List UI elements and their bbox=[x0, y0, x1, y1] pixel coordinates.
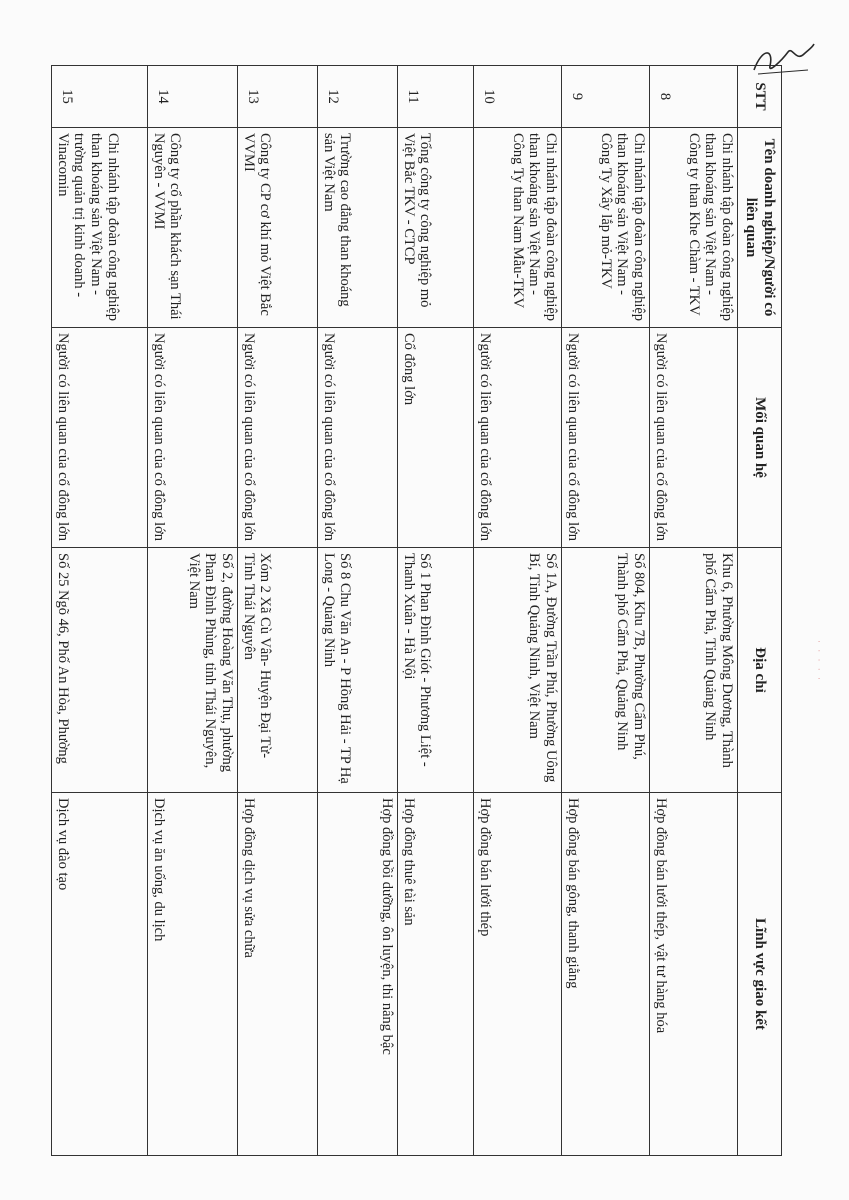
header-field: Lĩnh vực giao kết bbox=[738, 793, 782, 1156]
row-address: Số 8 Chu Văn An - P Hồng Hải - TP Hạ Long - Quảng Ninh bbox=[318, 548, 398, 793]
row-relation: Người có liên quan của cổ đông lớn bbox=[562, 328, 650, 548]
row-relation: Cổ đông lớn bbox=[398, 328, 474, 548]
row-stt: 8 bbox=[650, 66, 738, 128]
row-name: Chi nhánh tập đoàn công nghiệp than khoáng sản Việt Nam - Công Ty than Nam Mẫu-TKV bbox=[474, 128, 562, 328]
header-name: Tên doanh nghiệp/Người có liên quan bbox=[738, 128, 782, 328]
row-name: Công ty cổ phần khách sạn Thái Nguyên - VVMI bbox=[148, 128, 238, 328]
row-name: Chi nhánh tập đoàn công nghiệp than khoáng sản Việt Nam - trường quản trị kinh doanh - Vinacomin bbox=[52, 128, 148, 328]
table-header-row bbox=[738, 66, 782, 1156]
row-field: Hợp đồng bồi dưỡng, ôn luyện, thi nâng bậc bbox=[318, 793, 398, 1156]
row-address: Số 1 Phan Đình Giót - Phương Liệt - Thanh Xuân - Hà Nội bbox=[398, 548, 474, 793]
header-relation: Mối quan hệ bbox=[738, 328, 782, 548]
row-name: Chi nhánh tập đoàn công nghiệp than khoáng sản Việt Nam - Công ty than Khe Chàm - TKV bbox=[650, 128, 738, 328]
row-field: Hợp đồng bán gông, thanh giằng bbox=[562, 793, 650, 1156]
row-address: Số 25 Ngõ 46, Phố An Hòa, Phường bbox=[52, 548, 148, 793]
signature-mark bbox=[748, 40, 818, 80]
header-address: Địa chỉ bbox=[738, 548, 782, 793]
row-stt: 13 bbox=[238, 66, 318, 128]
table-row bbox=[148, 66, 238, 1156]
row-stt: 15 bbox=[52, 66, 148, 128]
row-name: Trường cao đẳng than khoáng sản Việt Nam bbox=[318, 128, 398, 328]
row-field: Hợp đồng bán lưới thép bbox=[474, 793, 562, 1156]
row-stt: 14 bbox=[148, 66, 238, 128]
row-field: Dịch vụ đào tạo bbox=[52, 793, 148, 1156]
row-relation: Người có liên quan của cổ đông lớn bbox=[650, 328, 738, 548]
row-relation: Người có liên quan của cổ đông lớn bbox=[52, 328, 148, 548]
faint-stamp-mark: · · · · · bbox=[814, 640, 824, 682]
table-row bbox=[562, 66, 650, 1156]
row-stt: 11 bbox=[398, 66, 474, 128]
related-party-table bbox=[51, 65, 782, 1156]
row-field: Hợp đồng bán lưới thép, vật tư hàng hóa bbox=[650, 793, 738, 1156]
row-address: Số 804, Khu 7B, Phường Cẩm Phú, Thành phố Cẩm Phả, Quảng Ninh bbox=[562, 548, 650, 793]
row-stt: 10 bbox=[474, 66, 562, 128]
row-relation: Người có liên quan của cổ đông lớn bbox=[474, 328, 562, 548]
table-row bbox=[238, 66, 318, 1156]
row-address: Khu 6, Phường Mông Dương, Thành phố Cẩm Phả, Tỉnh Quảng Ninh bbox=[650, 548, 738, 793]
table-row bbox=[318, 66, 398, 1156]
row-field: Dịch vụ ăn uống, du lịch bbox=[148, 793, 238, 1156]
row-stt: 12 bbox=[318, 66, 398, 128]
row-name: Công ty CP cơ khí mỏ Việt Bắc VVMI bbox=[238, 128, 318, 328]
row-address: Số 1A, Đường Trần Phú, Phường Uông Bí, Tỉnh Quảng Ninh, Việt Nam bbox=[474, 548, 562, 793]
table-row bbox=[398, 66, 474, 1156]
rotated-table-wrapper bbox=[52, 65, 782, 1155]
row-relation: Người có liên quan của cổ đông lớn bbox=[238, 328, 318, 548]
table-row bbox=[474, 66, 562, 1156]
table-row bbox=[52, 66, 148, 1156]
row-address: Số 2, đường Hoàng Văn Thụ, phường Phan Đình Phùng, tỉnh Thái Nguyên, Việt Nam bbox=[148, 548, 238, 793]
row-stt: 9 bbox=[562, 66, 650, 128]
row-field: Hợp đồng dịch vụ sửa chữa bbox=[238, 793, 318, 1156]
header-stt: STT bbox=[738, 66, 782, 128]
row-address: Xóm 2 Xã Cù Vân- Huyện Đại Từ- Tỉnh Thái Nguyên bbox=[238, 548, 318, 793]
row-relation: Người có liên quan của cổ đông lớn bbox=[318, 328, 398, 548]
row-relation: Người có liên quan của cổ đông lớn bbox=[148, 328, 238, 548]
table-row bbox=[650, 66, 738, 1156]
row-field: Hợp đồng thuê tài sản bbox=[398, 793, 474, 1156]
row-name: Chi nhánh tập đoàn công nghiệp than khoáng sản Việt Nam - Công Ty Xây lắp mỏ-TKV bbox=[562, 128, 650, 328]
row-name: Tổng công ty công nghiệp mỏ Việt Bắc TKV - CTCP bbox=[398, 128, 474, 328]
